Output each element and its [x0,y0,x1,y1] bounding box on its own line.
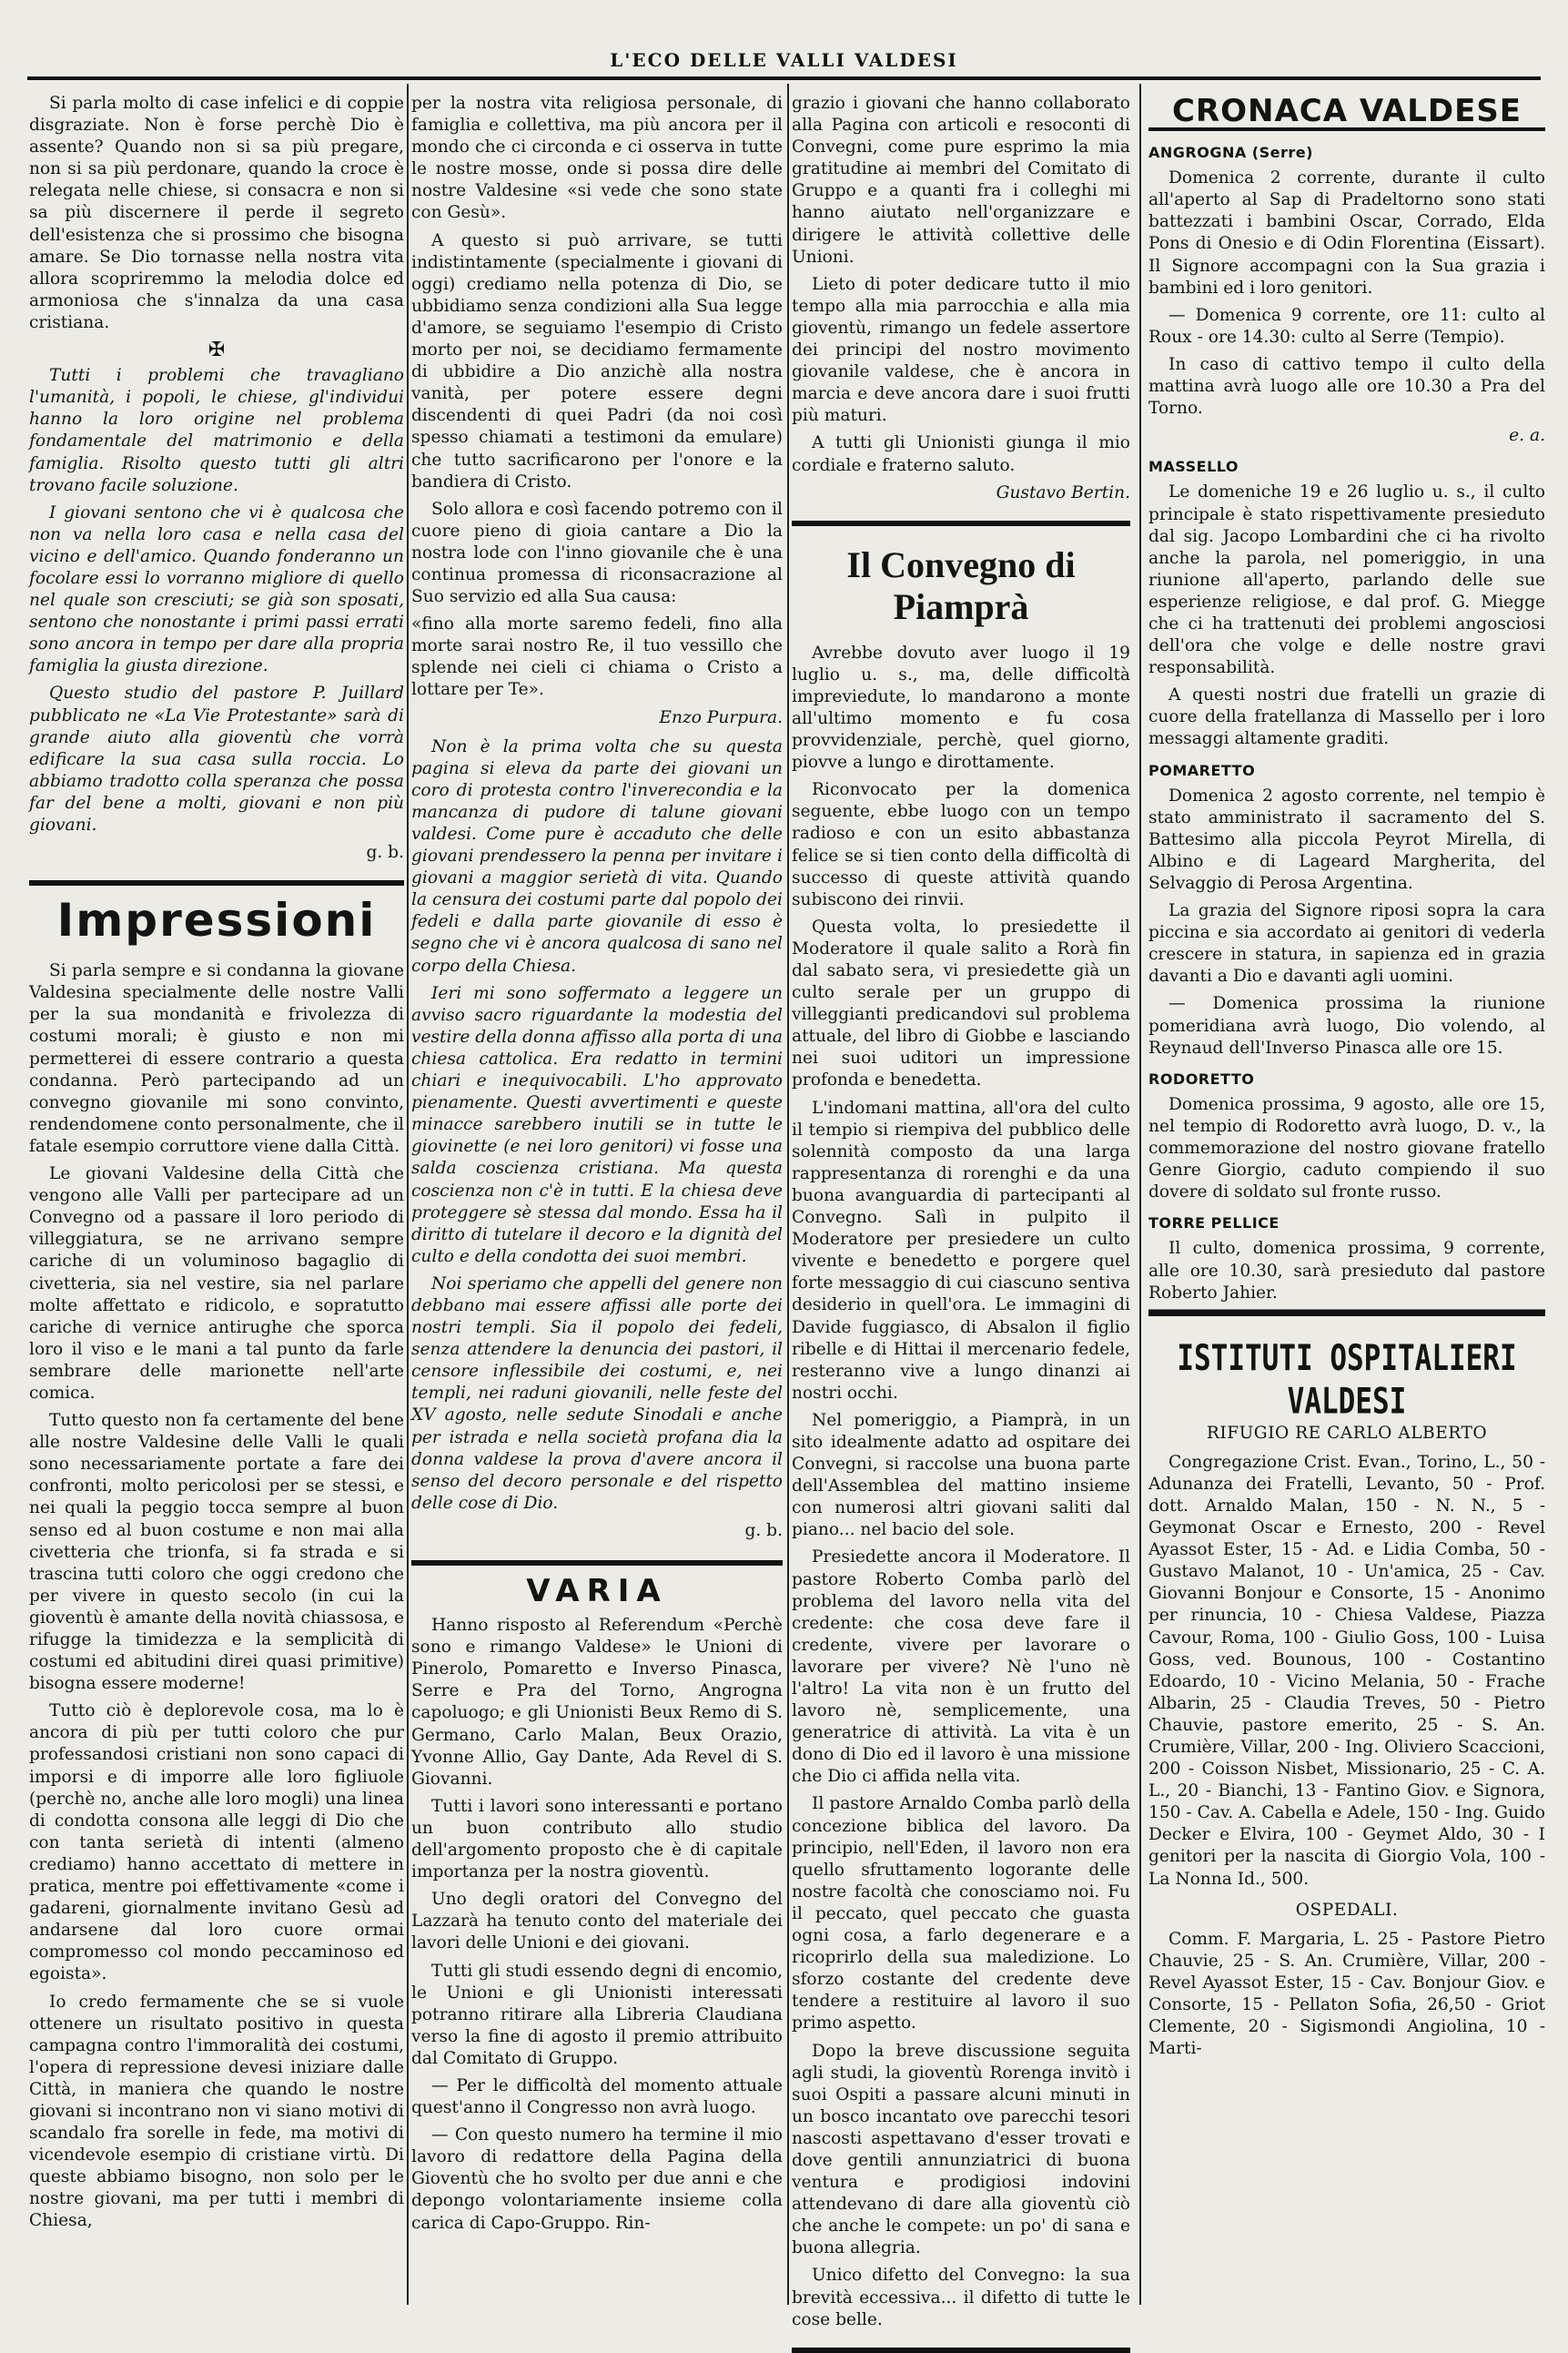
signature: g. b. [366,843,404,863]
column-2 [411,93,783,2314]
donation-list: Comm. F. Margaria, L. 25 - Pastore Pietro Chauvie, 25 - S. An. Crumière, Villar, 200 - Revel Ayassot Ester, 15 - Cav. Bonjour Giov. e Consorte, 15 - Pellaton Sofia, 26,50 - Griot Clemente, 20 - Sigismondi Angiolina, 10 - Marti- [1148,1929,1545,2059]
paragraph: Ieri mi sono soffermato a leggere un avviso sacro riguardante la modestia del vestire della donna affisso alla porta di una chiesa cattolica. Era redatto in termini chiari e inequivocabili. L'ho approvato pienamente. Questi avvertimenti e queste minacce sarebbero inutili se in tutte le giovinette (e nei loro genitori) vi fosse una salda coscienza cristiana. Ma questa coscienza non c'è in tutti. E la chiesa deve proteggere sè stessa dal mondo. Essa ha il diritto di tutelare il decoro e la dignità del culto e della condotta dei suoi membri. [411,983,783,1266]
section-title-istituti: ISTITUTI OSPITALIERI VALDESI [1148,1309,1545,1423]
section-title-varia: VARIA [411,1560,783,1602]
paragraph: Tutto questo non fa certamente del bene alle nostre Valdesine delle Valli le quali sono necessariamente portate a fare dei confronti, molto pericolosi per se stessi, e nei quali la peggio tocca sempre al buon senso ed al buon costume e non mai alla civetteria che trionfa, si fa strada e si trascina tutti coloro che oggi credono che per vivere in questo secolo (in cui la gioventù è amante della novità chiassosa, e rifugge la timidezza e la semplicità di costumi ed abitudini direi quasi primitive) bisogna essere moderne! [29,1411,404,1694]
paragraph: Domenica prossima, 9 agosto, alle ore 15, nel tempio di Rodoretto avrà luogo, D. v., la commemorazione del nostro giovane fratello Genre Giorgio, caduto compiendo il suo dovere di soldato sul fronte russo. [1148,1094,1545,1202]
paragraph: Le giovani Valdesine della Città che vengono alle Valli per partecipare ad un Convegno od a passare il loro periodo di villeggiatura, se ne arrivano sempre cariche di un voluminoso bagaglio di civetteria, sia nel vestire, sia nel parlare molte affettato e ridicolo, e sopratutto cariche di vernice antirughe che sporca loro il viso e le mani a tal punto da farle sembrare delle marionette nell'arte comica. [29,1164,404,1403]
paragraph: — Con questo numero ha termine il mio lavoro di redattore della Pagina della Gioventù che ho svolto per due anni e che depongo volontariamente insieme colla carica di Capo-Gruppo. Rin- [411,2125,783,2233]
column-3 [792,93,1130,2329]
paragraph: Tutti i problemi che travagliano l'umanità, i popoli, le chiese, gl'individui hanno la loro origine nel problema fondamentale del matrimonio e della famiglia. Risolto questo tutti gli altri trovano facile soluzione. [29,366,404,495]
paragraph: A tutti gli Unionisti giunga il mio cordiale e fraterno saluto. [792,433,1130,475]
column-1 [29,93,404,2314]
section-title-cronaca: CRONACA VALDESE [1148,93,1545,131]
paragraph: Il pastore Arnaldo Comba parlò della concezione biblica del lavoro. Da principio, nell'Eden, il lavoro non era quello sfruttamento logorante delle nostre facoltà che conosciamo noi. Fu il peccato, quel peccato che guasta ogni cosa, a farlo degenerare e a ricoprirlo della sua maledizione. Lo sforzo costante del credente deve tendere a restituire al lavoro il suo primo aspetto. [792,1794,1130,2034]
paragraph: Non è la prima volta che su questa pagina si eleva da parte dei giovani un coro di protesta contro l'inverecondia e la mancanza di pudore di talune giovani valdesi. Come pure è accaduto che delle giovani prendessero la penna per invitare i giovani a maggior serietà di vita. Quando la censura dei costumi parte dal popolo dei fedeli e dalla parte giovanile di esso è segno che vi è ancora qualcosa di sano nel corpo della Chiesa. [411,736,783,976]
paragraph: Tutti gli studi essendo degni di encomio, le Unioni e gli Unionisti interessati potranno ritirare alla Libreria Claudiana verso la fine di agosto il premio attribuito dal Comitato di Gruppo. [411,1961,783,2068]
hymn-quote: «fino alla morte saremo fedeli, fino alla morte sarai nostro Re, il tuo vessillo che splende nei cieli ci chiama o Cristo a lottare per Te». [411,614,783,700]
paragraph: Io credo fermamente che se si vuole ottenere un risultato positivo in questa campagna contro l'immoralità dei costumi, l'opera di repressione devesi iniziare dalle Città, in maniera che quando le nostre giovani si incontrano non vi siano motivi di scandalo fra sorelle in fede, ma motivi di vicendevole esempio di cristiane virtù. Di queste abbiamo bisogno, non solo per le nostre giovani, ma per tutti i membri di Chiesa, [29,1992,404,2231]
cross-ornament: ✠ [207,339,226,362]
place-heading-angrogna: ANGROGNA (Serre) [1148,144,1313,162]
place-heading-torre-pellice: TORRE PELLICE [1148,1214,1280,1232]
masthead: L'ECO DELLE VALLI VALDESI [610,49,958,71]
paragraph: Si parla sempre e si condanna la giovane Valdesina specialmente delle nostre Valli per la sua mondanità e frivolezza di costumi morali; è giusto e non mi permetterei di essere contrario a questa condanna. Però partecipando ad un convegno giovanile mi sono convinto, rendendomene conto personalmente, che il fatale esempio corruttore viene dalla Città. [29,961,404,1156]
paragraph: Unico difetto del Convegno: la sua brevità eccessiva... il difetto di tutte le cose belle. [792,2266,1130,2329]
paragraph: — Domenica prossima la riunione pomeridiana avrà luogo, Dio volendo, al Reynaud dell'Inverso Pinasca alle ore 15. [1148,994,1545,1058]
paragraph: Nel pomeriggio, a Piamprà, in un sito idealmente adatto ad ospitare dei Convegni, si raccolse una buona parte dell'Assemblea del mattino insieme con numerosi altri giovani saliti dal piano... nel bacio del sole. [792,1410,1130,1540]
article-title-impressioni: Impressioni [29,880,404,946]
place-heading-rodoretto: RODORETTO [1148,1070,1255,1088]
masthead-rule [27,76,1541,80]
paragraph: A questo si può arrivare, se tutti indistintamente (specialmente i giovani di oggi) crediamo nella potenza di Dio, se ubbidiamo senza condizioni alla Sua legge d'amore, se seguiamo l'esempio di Cristo morto per noi, se decidiamo fermamente di ubbidire a Dio anzichè alla nostra vanità, per potere essere degni discendenti di quei Padri (da noi così spesso chiamati a testimoni da emulare) che tutto sacrificarono per l'onore e la bandiera di Cristo. [411,230,783,492]
place-heading-pomaretto: POMARETTO [1148,761,1256,779]
paragraph: Domenica 2 corrente, durante il culto all'aperto al Sap di Pradeltorno sono stati battezzati i bambini Oscar, Corrado, Elda Pons di Onesio e di Odin Florentina (Eissart). Il Signore accompagni con la Sua grazia i bambini ed i loro genitori. [1148,168,1545,298]
paragraph: Riconvocato per la domenica seguente, ebbe luogo con un tempo radioso e con un esito abbastanza felice se si tien conto della difficoltà di successo di queste attività quando subiscono dei rinvii. [792,780,1130,909]
signature: g. b. [744,1520,783,1540]
paragraph: Hanno risposto al Referendum «Perchè sono e rimango Valdese» le Unioni di Pinerolo, Pomaretto e Inverso Pinasca, Serre e Pra del Torno, Angrogna capoluogo; e gli Unionisti Beux Remo di S. Germano, Carlo Malan, Beux Orazio, Yvonne Allio, Gay Dante, Ada Revel di S. Giovanni. [411,1616,783,1789]
article-title-convegno: Il Convegno di Piamprà [792,521,1130,628]
paragraph: Tutti i lavori sono interessanti e portano un buon contributo allo studio dell'argomento proposto che è di capitale importanza per la nostra gioventù. [411,1796,783,1882]
paragraph: — Per le difficoltà del momento attuale quest'anno il Congresso non avrà luogo. [411,2075,783,2118]
section-rule [792,2348,1130,2353]
paragraph: Questa volta, lo presiedette il Moderatore il quale salito a Rorà fin dal sabato sera, vi presiedette già un culto serale per un gruppo di villeggianti predicandovi sul problema attuale, del libro di Giobbe e lasciando nei suoi uditori un impressione profonda e benedetta. [792,917,1130,1090]
paragraph: grazio i giovani che hanno collaborato alla Pagina con articoli e resoconti di Convegni, come pure esprimo la mia gratitudine ai membri del Comitato di Gruppo e a quanti fra i colleghi mi hanno aiutato nell'organizzare e dirigere le attività collettive delle Unioni. [792,94,1130,267]
place-heading-massello: MASSELLO [1148,458,1239,476]
column-4 [1148,93,1545,2314]
column-divider [787,84,789,2305]
paragraph: Tutto ciò è deplorevole cosa, ma lo è ancora di più per tutti coloro che pur professandosi cristiani non sono capaci di imporsi e di imporre alle loro figliuole (perchè no, anche alle loro mogli) una linea di condotta consona alle leggi di Dio che con tanta serietà di intenti (almeno crediamo) hanno accettato di mettere in pratica, mentre poi effettivamente «come i gadareni, giornalmente invitano Gesù ad andarsene dal loro cuore ormai compromesso col mondo peccaminoso ed egoista». [29,1701,404,1984]
column-divider [407,84,409,2305]
paragraph: Dopo la breve discussione seguita agli studi, la gioventù Rorenga invitò i suoi Ospiti a passare alcuni minuti in un bosco incantato ove parecchi tesori nascosti aspettavano d'esser trovati e dove gentili annunziatrici di buona ventura e prodigiosi indovini attendevano di dare alla gioventù ciò che anche le compete: un po' di sana e buona allegria. [792,2041,1130,2258]
paragraph: Presiedette ancora il Moderatore. Il pastore Roberto Comba parlò del problema del lavoro nella vita del credente: che cosa deve fare il credente, vivere per lavorare o lavorare per vivere? Nè l'uno nè l'altro! La vita non è un frutto del lavoro nè, semplicemente, una generatrice di attività. La vita è un dono di Dio ed il lavoro è una missione che Dio ci affida nella vita. [792,1547,1130,1787]
subheading-rifugio: RIFUGIO RE CARLO ALBERTO [1206,1423,1488,1443]
paragraph: Si parla molto di case infelici e di coppie disgraziate. Non è forse perchè Dio è assente? Quando non si sa più pregare, non si sa più perdonare, quando la croce è relegata nelle chiese, si consacra e non si sa più discernere il perde il segreto dell'esistenza che si prossimo che bisogna amare. Se Dio tornasse nella nostra vita allora scopriremmo la melodia dolce ed armoniosa che s'innalza da una casa cristiana. [29,94,404,332]
column-divider [1139,84,1141,2305]
paragraph: Noi speriamo che appelli del genere non debbano mai essere affissi alle porte dei nostri templi. Sia il popolo dei fedeli, senza attendere la denuncia dei pastori, il censore inflessibile dei costumi, e, nei templi, nei raduni giovanili, nelle feste del XV agosto, nelle sedute Sinodali e anche per istrada e nella società profana dia la donna valdese la prova d'avere ancora il senso del decoro personale e del rispetto delle cose di Dio. [411,1273,783,1513]
paragraph: per la nostra vita religiosa personale, di famiglia e collettiva, ma più ancora per il mondo che ci circonda e ci osserva in tutte le nostre mosse, onde si possa dire delle nostre Valdesine «si vede che sono state con Gesù». [411,94,783,223]
subheading-ospedali: OSPEDALI. [1295,1900,1399,1920]
paragraph: I giovani sentono che vi è qualcosa che non va nella loro casa e nella casa del vicino e dell'amico. Quando fonderanno un focolare essi lo vorranno migliore di quello nel quale son cresciuti; se già son sposati, sentono che nonostante i primi passi errati sono ancora in tempo per dare alla propria famiglia la giusta direzione. [29,502,404,676]
paragraph: Il culto, domenica prossima, 9 corrente, alle ore 10.30, sarà presieduto dal pastore Roberto Jahier. [1148,1239,1545,1303]
signature: e. a. [1509,426,1545,446]
paragraph: A questi nostri due fratelli un grazie di cuore della fratellanza di Massello per i loro messaggi altamente graditi. [1148,685,1545,749]
paragraph: — Domenica 9 corrente, ore 11: culto al Roux - ore 14.30: culto al Serre (Tempio). [1148,305,1545,347]
signature: Gustavo Bertin. [996,482,1130,502]
paragraph: Avrebbe dovuto aver luogo il 19 luglio u. s., ma, delle difficoltà impreviedute, lo mandarono a monte all'ultimo momento e fu cosa provvidenziale, perchè, quel giorno, piovve a lungo e dirottamente. [792,643,1130,773]
paragraph: Domenica 2 agosto corrente, nel tempio è stato amministrato il sacramento del S. Battesimo alla piccola Peyrot Mirella, di Albino e di Lageard Margherita, del Selvaggio di Perosa Argentina. [1148,786,1545,893]
paragraph: In caso di cattivo tempo il culto della mattina avrà luogo alle ore 10.30 a Pra del Torno. [1148,354,1545,419]
donation-list: Congregazione Crist. Evan., Torino, L., 50 - Adunanza dei Fratelli, Levanto, 50 - Prof. dott. Arnaldo Malan, 150 - N. N., 5 - Geymonat Oscar e Ernesto, 200 - Revel Ayassot Ester, 15 - Ad. e Lidia Comba, 50 - Gustavo Malanot, 10 - Un'amica, 25 - Cav. Giovanni Bonjour e Consorte, 15 - Anonimo per rinuncia, 10 - Chiesa Valdese, Piazza Cavour, Roma, 100 - Giulio Goss, 100 - Luisa Goss, ved. Bounous, 100 - Costantino Edoardo, 10 - Vicino Melania, 50 - Frache Albarin, 25 - Claudia Treves, 50 - Pietro Chauvie, pastore emerito, 25 - S. An. Crumière, Villar, 200 - Ing. Oliviero Scaccioni, 200 - Coisson Nisbet, Missionario, 25 - C. A. L., 20 - Bianchi, 13 - Fantino Giov. e Signora, 150 - Cav. A. Cabella e Adele, 150 - Ing. Guido Decker e Elvira, 100 - Geymet Aldo, 30 - I genitori per la nascita di Giorgio Vola, 100 - La Nonna Id., 500. [1148,1452,1545,1889]
signature: Enzo Purpura. [659,707,783,727]
paragraph: Questo studio del pastore P. Juillard pubblicato ne «La Vie Protestante» sarà di grande aiuto alla gioventù che vorrà edificare la sua casa sulla roccia. Lo abbiamo tradotto colla speranza che possa far del bene a molti, giovani e non più giovani. [29,684,404,835]
paragraph: Lieto di poter dedicare tutto il mio tempo alla mia parrocchia e alla mia gioventù, rimango un fedele assertore dei principi del nostro movimento giovanile valdese, che è ancora in marcia e deve ancora dare i suoi frutti più maturi. [792,274,1130,426]
paragraph: La grazia del Signore riposi sopra la cara piccina e sia accordato ai genitori di vederla crescere in statura, in sapienza ed in grazia davanti a Dio e davanti agli uomini. [1148,901,1545,987]
paragraph: Uno degli oratori del Convegno del Lazzarà ha tenuto conto del materiale dei lavori delle Unioni e dei giovani. [411,1890,783,1953]
paragraph: Solo allora e così facendo potremo con il cuore pieno di gioia cantare a Dio la nostra lode con l'inno giovanile che è una continua promessa di riconsacrazione al Suo servizio ed alla Sua causa: [411,499,783,607]
paragraph: Le domeniche 19 e 26 luglio u. s., il culto principale è stato rispettivamente presieduto dal sig. Jacopo Lombardini che ci ha rivolto anche la parola, nel pomeriggio, in una riunione all'aperto, parlando delle sue esperienze religiose, e dal prof. G. Miegge che ci ha trattenuti dei problemi angosciosi dell'ora che volge e delle nostre gravi responsabilità. [1148,482,1545,678]
paragraph: L'indomani mattina, all'ora del culto il tempio si riempiva del pubblico delle solennità composto da una larga rappresentanza di rorenghi e da una buona avanguardia di partecipanti al Convegno. Salì in pulpito il Moderatore per presiedere un culto vivente e benedetto e porgere quel forte messaggio di cui ciascuno sentiva desiderio in quell'ora. Le immagini di Davide fuggiasco, di Absalon il figlio ribelle e di Hittai il mercenario fedele, resteranno vive a lungo dinanzi ai nostri occhi. [792,1098,1130,1403]
